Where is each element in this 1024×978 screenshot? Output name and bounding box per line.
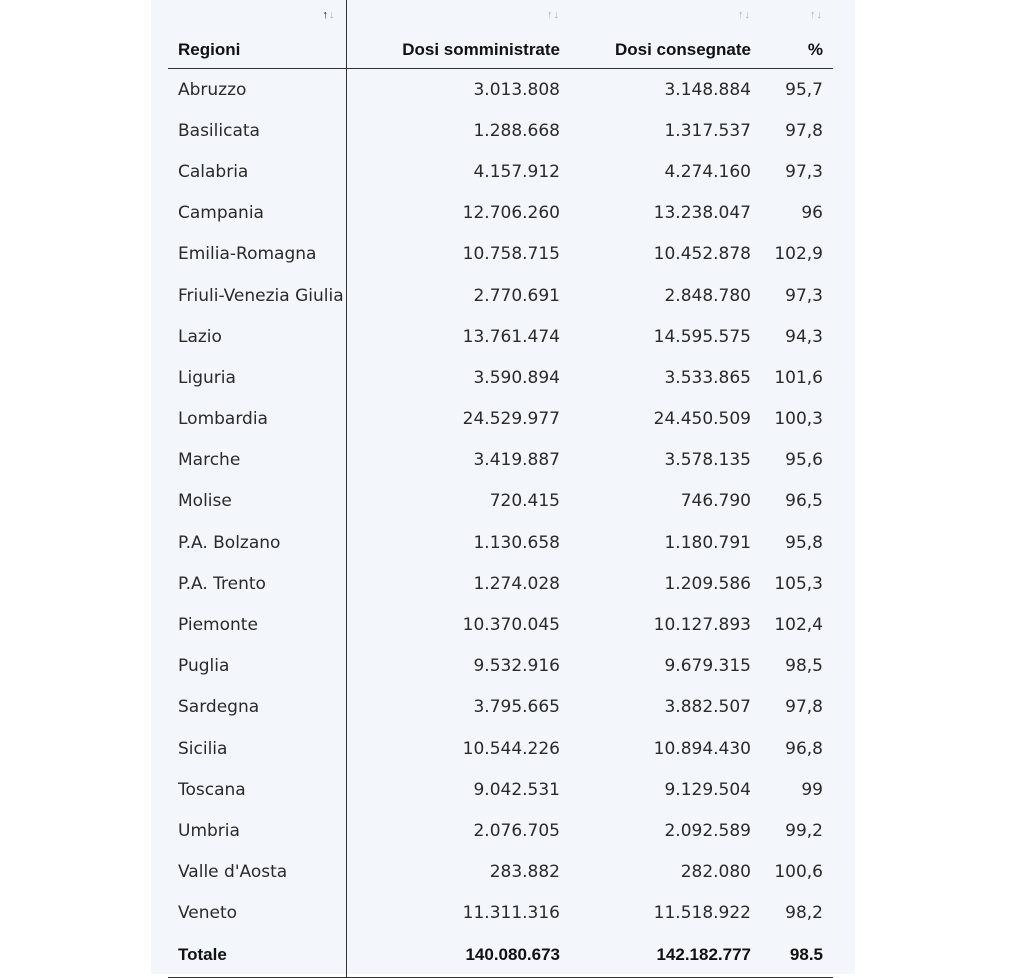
column-header-label: Regioni bbox=[178, 40, 241, 59]
cell-percent: 97,3 bbox=[785, 161, 823, 182]
cell-percent: 101,6 bbox=[774, 367, 823, 388]
vaccine-doses-panel bbox=[151, 0, 855, 974]
cell-dosi-consegnate: 746.790 bbox=[680, 491, 751, 512]
cell-region: Umbria bbox=[168, 810, 346, 851]
cell-dosi-somministrate: 3.795.665 bbox=[473, 697, 560, 718]
cell-percent: 97,3 bbox=[785, 285, 823, 306]
cell-percent: 100,6 bbox=[774, 862, 823, 883]
sort-descending-icon: ↓ bbox=[329, 9, 336, 21]
sort-toggle-regioni[interactable] bbox=[323, 10, 336, 21]
sort-ascending-icon: ↑ bbox=[547, 9, 554, 21]
table-row bbox=[168, 193, 833, 234]
cell-region: Valle d'Aosta bbox=[168, 852, 346, 893]
table-row bbox=[168, 687, 833, 728]
column-header-label: Dosi somministrate bbox=[402, 40, 560, 59]
cell-region: Piemonte bbox=[168, 604, 346, 645]
cell-dosi-somministrate: 10.370.045 bbox=[462, 615, 560, 636]
cell-dosi-consegnate: 1.209.586 bbox=[664, 573, 751, 594]
cell-dosi-consegnate: 2.848.780 bbox=[664, 285, 751, 306]
cell-percent: 98,2 bbox=[785, 903, 823, 924]
cell-percent: 95,8 bbox=[785, 532, 823, 553]
cell-region: P.A. Bolzano bbox=[168, 522, 346, 563]
cell-percent: 95,6 bbox=[785, 450, 823, 471]
cell-dosi-consegnate: 13.238.047 bbox=[653, 203, 751, 224]
cell-dosi-somministrate: 1.274.028 bbox=[473, 573, 560, 594]
cell-region: Sicilia bbox=[168, 728, 346, 769]
sort-ascending-icon: ↑ bbox=[322, 9, 329, 21]
table-body bbox=[168, 69, 833, 934]
table-row bbox=[168, 852, 833, 893]
column-header-regioni[interactable] bbox=[168, 0, 346, 69]
cell-dosi-consegnate: 9.129.504 bbox=[664, 779, 751, 800]
table-row bbox=[168, 481, 833, 522]
cell-dosi-somministrate: 13.761.474 bbox=[462, 326, 560, 347]
cell-dosi-consegnate: 282.080 bbox=[680, 862, 751, 883]
cell-dosi-somministrate: 10.544.226 bbox=[462, 738, 560, 759]
cell-percent: 105,3 bbox=[774, 573, 823, 594]
total-administered: 140.080.673 bbox=[346, 934, 566, 978]
table-row bbox=[168, 234, 833, 275]
cell-region: Molise bbox=[168, 481, 346, 522]
cell-region: Basilicata bbox=[168, 110, 346, 151]
cell-dosi-consegnate: 10.127.893 bbox=[653, 615, 751, 636]
cell-dosi-somministrate: 2.076.705 bbox=[473, 820, 560, 841]
cell-dosi-consegnate: 3.533.865 bbox=[664, 367, 751, 388]
cell-dosi-somministrate: 9.042.531 bbox=[473, 779, 560, 800]
table-row bbox=[168, 316, 833, 357]
cell-dosi-somministrate: 3.419.887 bbox=[473, 450, 560, 471]
cell-dosi-consegnate: 3.882.507 bbox=[664, 697, 751, 718]
table-row bbox=[168, 646, 833, 687]
sort-descending-icon: ↓ bbox=[816, 9, 823, 21]
cell-dosi-somministrate: 11.311.316 bbox=[462, 903, 560, 924]
cell-region: Puglia bbox=[168, 646, 346, 687]
cell-dosi-somministrate: 3.013.808 bbox=[473, 79, 560, 100]
cell-dosi-consegnate: 1.180.791 bbox=[664, 532, 751, 553]
cell-dosi-consegnate: 3.578.135 bbox=[664, 450, 751, 471]
cell-dosi-consegnate: 10.894.430 bbox=[653, 738, 751, 759]
cell-dosi-somministrate: 283.882 bbox=[489, 862, 560, 883]
cell-percent: 96,5 bbox=[785, 491, 823, 512]
cell-dosi-somministrate: 720.415 bbox=[489, 491, 560, 512]
table-row bbox=[168, 399, 833, 440]
cell-region: Campania bbox=[168, 193, 346, 234]
cell-percent: 99 bbox=[801, 779, 823, 800]
cell-percent: 98,5 bbox=[785, 656, 823, 677]
table-row bbox=[168, 893, 833, 934]
cell-dosi-somministrate: 1.130.658 bbox=[473, 532, 560, 553]
sort-toggle-dosi-consegnate[interactable] bbox=[738, 10, 751, 21]
table-row bbox=[168, 810, 833, 851]
cell-dosi-somministrate: 1.288.668 bbox=[473, 120, 560, 141]
cell-percent: 96,8 bbox=[785, 738, 823, 759]
cell-region: Lazio bbox=[168, 316, 346, 357]
sort-ascending-icon: ↑ bbox=[738, 9, 745, 21]
table-row bbox=[168, 440, 833, 481]
cell-region: Toscana bbox=[168, 769, 346, 810]
cell-region: Sardegna bbox=[168, 687, 346, 728]
cell-region: Veneto bbox=[168, 893, 346, 934]
sort-toggle-percent[interactable] bbox=[810, 10, 823, 21]
cell-dosi-somministrate: 10.758.715 bbox=[462, 244, 560, 265]
column-header-label: % bbox=[807, 40, 823, 59]
cell-dosi-consegnate: 2.092.589 bbox=[664, 820, 751, 841]
cell-region: Friuli-Venezia Giulia bbox=[168, 275, 346, 316]
cell-dosi-somministrate: 3.590.894 bbox=[473, 367, 560, 388]
cell-region: Abruzzo bbox=[168, 69, 346, 111]
table-row bbox=[168, 110, 833, 151]
cell-percent: 97,8 bbox=[785, 697, 823, 718]
cell-percent: 102,9 bbox=[774, 244, 823, 265]
cell-dosi-consegnate: 14.595.575 bbox=[653, 326, 751, 347]
cell-percent: 99,2 bbox=[785, 820, 823, 841]
total-row bbox=[168, 934, 833, 978]
total-percent: 98.5 bbox=[757, 934, 833, 978]
column-header-dosi-consegnate[interactable] bbox=[566, 0, 757, 69]
sort-descending-icon: ↓ bbox=[553, 9, 560, 21]
cell-percent: 94,3 bbox=[785, 326, 823, 347]
table-row bbox=[168, 275, 833, 316]
cell-percent: 96 bbox=[801, 203, 823, 224]
cell-percent: 100,3 bbox=[774, 409, 823, 430]
cell-dosi-consegnate: 10.452.878 bbox=[653, 244, 751, 265]
sort-toggle-dosi-somministrate[interactable] bbox=[547, 10, 560, 21]
sort-descending-icon: ↓ bbox=[744, 9, 751, 21]
cell-region: Lombardia bbox=[168, 399, 346, 440]
total-delivered: 142.182.777 bbox=[566, 934, 757, 978]
cell-region: Marche bbox=[168, 440, 346, 481]
table-row bbox=[168, 69, 833, 111]
cell-dosi-somministrate: 2.770.691 bbox=[473, 285, 560, 306]
total-label: Totale bbox=[168, 934, 346, 978]
cell-region: Calabria bbox=[168, 151, 346, 192]
cell-dosi-consegnate: 3.148.884 bbox=[664, 79, 751, 100]
cell-dosi-consegnate: 4.274.160 bbox=[664, 161, 751, 182]
table-row bbox=[168, 769, 833, 810]
cell-percent: 95,7 bbox=[785, 79, 823, 100]
column-header-dosi-somministrate[interactable] bbox=[346, 0, 566, 69]
table-row bbox=[168, 357, 833, 398]
table-row bbox=[168, 563, 833, 604]
sort-ascending-icon: ↑ bbox=[810, 9, 817, 21]
doses-by-region-table bbox=[168, 0, 833, 978]
column-header-percent[interactable] bbox=[757, 0, 833, 69]
table-row bbox=[168, 151, 833, 192]
cell-dosi-consegnate: 24.450.509 bbox=[653, 409, 751, 430]
cell-region: Liguria bbox=[168, 357, 346, 398]
cell-dosi-somministrate: 4.157.912 bbox=[473, 161, 560, 182]
cell-percent: 102,4 bbox=[774, 615, 823, 636]
cell-percent: 97,8 bbox=[785, 120, 823, 141]
cell-dosi-consegnate: 11.518.922 bbox=[653, 903, 751, 924]
cell-region: P.A. Trento bbox=[168, 563, 346, 604]
cell-dosi-somministrate: 9.532.916 bbox=[473, 656, 560, 677]
table-footer bbox=[168, 934, 833, 978]
cell-dosi-consegnate: 1.317.537 bbox=[664, 120, 751, 141]
cell-region: Emilia-Romagna bbox=[168, 234, 346, 275]
table-row bbox=[168, 604, 833, 645]
header-row bbox=[168, 0, 833, 69]
column-header-label: Dosi consegnate bbox=[614, 40, 751, 59]
table-header bbox=[168, 0, 833, 69]
table-row bbox=[168, 522, 833, 563]
cell-dosi-somministrate: 24.529.977 bbox=[462, 409, 560, 430]
table-row bbox=[168, 728, 833, 769]
cell-dosi-consegnate: 9.679.315 bbox=[664, 656, 751, 677]
cell-dosi-somministrate: 12.706.260 bbox=[462, 203, 560, 224]
